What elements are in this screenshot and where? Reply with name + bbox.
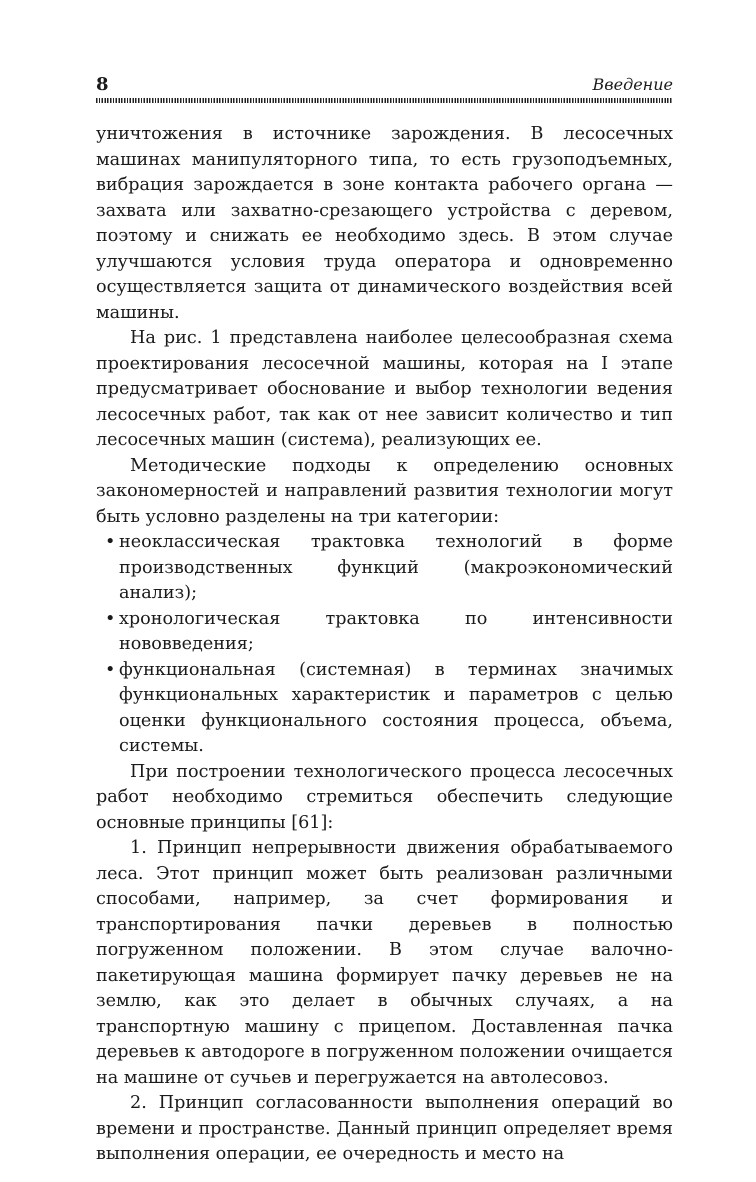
- body-text: [96, 122, 673, 1168]
- bullet-text: функциональная (системная) в терминах значимых функциональных характеристик и параметров с целью оценки функционального состояния процесса, объема, системы.: [119, 659, 673, 756]
- paragraph-5: 1. Принцип непрерывности движения обрабатываемого леса. Этот принцип может быть реализован различными способами, например, за счет формирования и транспортирования пачки деревьев в полностью погруженном положении. В этом случае валочно-пакетирующая машина формирует пачку деревьев не на землю, как это делает в обычных случаях, а на транспортную машину с прицепом. Доставленная пачка деревьев к автодороге в погруженном положении очищается на машине от сучьев и перегружается на автолесовоз.: [96, 838, 673, 1088]
- paragraph-4: При построении технологического процесса лесосечных работ необходимо стремиться обеспечить следующие основные принципы [61]:: [96, 761, 673, 833]
- paragraph-6: 2. Принцип согласованности выполнения операций во времени и пространстве. Данный принцип определяет время выполнения операции, ее очередность и место на: [96, 1093, 673, 1164]
- running-title: Введение: [592, 75, 673, 94]
- bullet-marker: •: [105, 659, 116, 680]
- page-number: 8: [96, 74, 109, 95]
- bullet-text: неоклассическая трактовка технологий в форме производственных функций (макроэкономический анализ);: [119, 532, 673, 603]
- paragraph-1: уничтожения в источнике зарождения. В лесосечных машинах манипуляторного типа, то есть грузоподъемных, вибрация зарождается в зоне контакта рабочего органа — захвата или захватно-срезающего устройства с деревом, поэтому и снижать ее необходимо здесь. В этом случае улучшаются условия труда оператора и одновременно осуществляется защита от динамического воздействия всей машины.: [96, 124, 673, 323]
- header-rule: [96, 98, 673, 103]
- bullet-item: [96, 658, 673, 760]
- bullet-marker: •: [105, 608, 116, 629]
- bullet-marker: •: [105, 532, 116, 552]
- bullet-text: хронологическая трактовка по интенсивности нововведения;: [119, 608, 673, 654]
- bullet-item: [96, 530, 673, 607]
- paragraph-3: Методические подходы к определению основных закономерностей и направлений развития технологии могут быть условно разделены на три категории:: [96, 455, 673, 527]
- bullet-item: [96, 607, 673, 658]
- bullet-list: [96, 530, 673, 760]
- page-header: [96, 74, 673, 96]
- paragraph-2: На рис. 1 представлена наиболее целесообразная схема проектирования лесосечной машины, которая на I этапе предусматривает обоснование и выбор технологии ведения лесосечных работ, так как от нее зависит количество и тип лесосечных машин (система), реализующих ее.: [96, 328, 673, 450]
